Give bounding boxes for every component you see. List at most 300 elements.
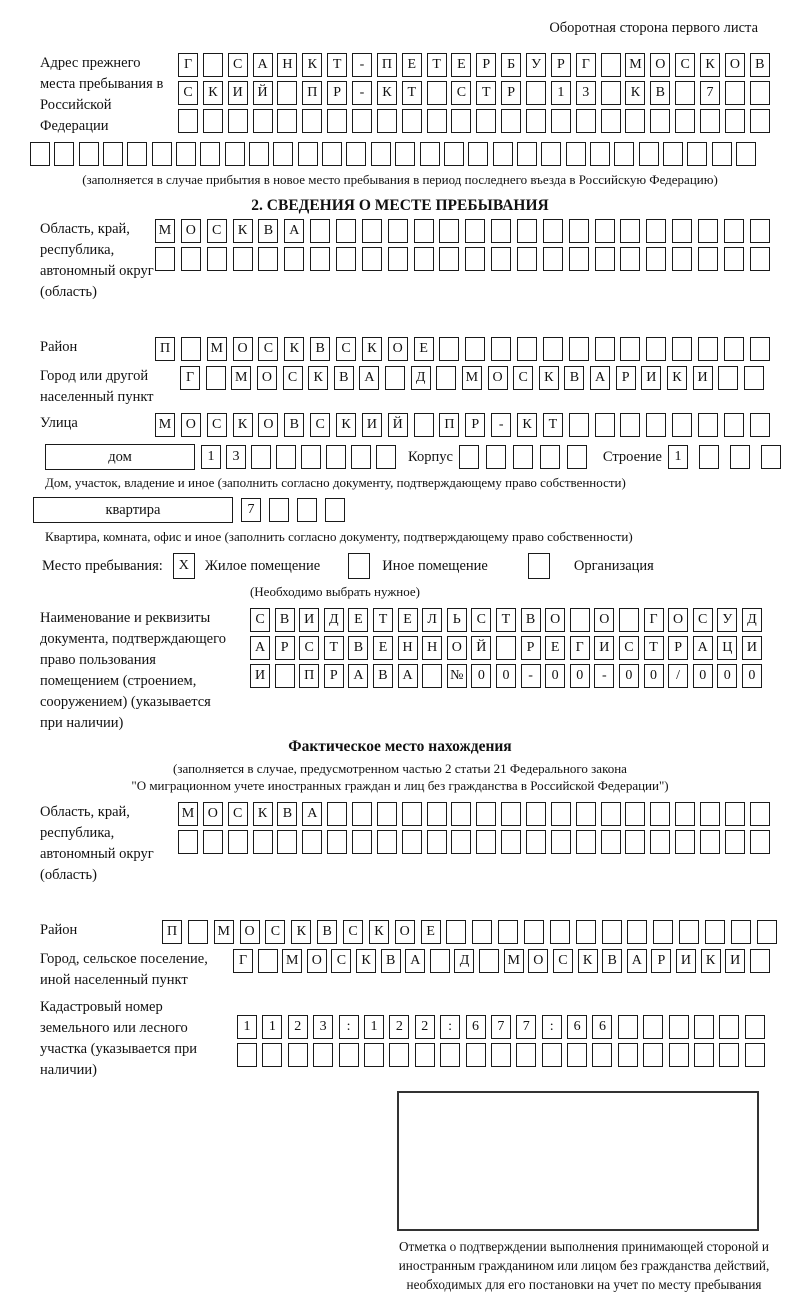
char-box[interactable]: С [336,337,356,361]
char-box[interactable]: С [207,413,227,437]
char-box[interactable]: О [240,920,260,944]
char-box[interactable] [436,366,456,390]
char-box[interactable]: К [700,53,720,77]
char-box[interactable]: И [742,636,762,660]
char-box[interactable] [377,802,397,826]
char-box[interactable] [513,445,533,469]
char-box[interactable] [576,830,596,854]
char-box[interactable]: - [491,413,511,437]
char-box[interactable]: А [284,219,304,243]
char-box[interactable] [326,445,346,469]
char-box[interactable] [541,142,561,166]
char-box[interactable] [643,1015,663,1039]
char-box[interactable]: Р [465,413,485,437]
char-box[interactable]: 7 [516,1015,536,1039]
char-box[interactable]: Е [414,337,434,361]
char-box[interactable] [476,830,496,854]
char-box[interactable]: П [299,664,319,688]
char-box[interactable] [439,219,459,243]
char-box[interactable]: О [545,608,565,632]
char-box[interactable]: 0 [545,664,565,688]
char-box[interactable] [757,920,777,944]
char-box[interactable] [176,142,196,166]
char-box[interactable] [590,142,610,166]
char-box[interactable] [646,219,666,243]
char-box[interactable] [718,366,738,390]
char-box[interactable]: П [155,337,175,361]
char-box[interactable] [725,109,745,133]
char-box[interactable] [496,636,516,660]
char-box[interactable] [253,830,273,854]
char-box[interactable] [601,109,621,133]
char-box[interactable]: О [388,337,408,361]
char-box[interactable] [402,109,422,133]
char-box[interactable] [750,802,770,826]
char-box[interactable] [750,81,770,105]
char-box[interactable]: С [675,53,695,77]
char-box[interactable] [269,498,289,522]
char-box[interactable]: С [283,366,303,390]
char-box[interactable] [385,366,405,390]
char-box[interactable] [371,142,391,166]
char-box[interactable] [620,337,640,361]
char-box[interactable] [284,247,304,271]
char-box[interactable] [439,337,459,361]
char-box[interactable] [750,219,770,243]
char-box[interactable]: : [440,1015,460,1039]
char-box[interactable]: 0 [742,664,762,688]
char-box[interactable] [178,830,198,854]
char-box[interactable] [181,247,201,271]
checkbox-residential[interactable]: X [173,553,195,579]
char-box[interactable] [526,830,546,854]
char-box[interactable] [276,445,296,469]
char-box[interactable] [402,802,422,826]
char-box[interactable] [700,802,720,826]
char-box[interactable]: В [258,219,278,243]
char-box[interactable] [700,830,720,854]
char-box[interactable]: Ц [717,636,737,660]
char-box[interactable] [679,920,699,944]
char-box[interactable] [646,337,666,361]
char-box[interactable]: С [178,81,198,105]
char-box[interactable]: В [334,366,354,390]
char-box[interactable]: Е [348,608,368,632]
char-box[interactable] [643,1043,663,1067]
char-box[interactable] [364,1043,384,1067]
char-box[interactable] [543,337,563,361]
char-box[interactable] [225,142,245,166]
char-box[interactable] [501,830,521,854]
char-box[interactable]: - [352,81,372,105]
char-box[interactable] [486,445,506,469]
char-box[interactable]: Р [651,949,671,973]
char-box[interactable] [200,142,220,166]
char-box[interactable]: 7 [241,498,261,522]
char-box[interactable] [181,337,201,361]
char-box[interactable]: К [369,920,389,944]
char-box[interactable] [705,920,725,944]
char-box[interactable]: К [667,366,687,390]
char-box[interactable] [516,1043,536,1067]
char-box[interactable]: М [462,366,482,390]
char-box[interactable]: Н [422,636,442,660]
char-box[interactable]: В [602,949,622,973]
char-box[interactable] [595,337,615,361]
char-box[interactable] [491,337,511,361]
char-box[interactable]: В [521,608,541,632]
char-box[interactable] [620,413,640,437]
char-box[interactable]: А [253,53,273,77]
char-box[interactable] [517,247,537,271]
char-box[interactable]: - [594,664,614,688]
char-box[interactable] [253,109,273,133]
checkbox-other-premises[interactable] [348,553,370,579]
char-box[interactable] [620,247,640,271]
char-box[interactable] [725,830,745,854]
char-box[interactable] [178,109,198,133]
char-box[interactable] [277,830,297,854]
char-box[interactable] [602,920,622,944]
char-box[interactable]: К [539,366,559,390]
char-box[interactable] [619,608,639,632]
char-box[interactable]: К [625,81,645,105]
char-box[interactable]: М [214,920,234,944]
char-box[interactable] [388,219,408,243]
char-box[interactable] [472,920,492,944]
char-box[interactable] [698,219,718,243]
char-box[interactable] [650,109,670,133]
char-box[interactable]: 6 [592,1015,612,1039]
char-box[interactable] [719,1043,739,1067]
char-box[interactable]: О [257,366,277,390]
char-box[interactable] [233,247,253,271]
char-box[interactable] [620,219,640,243]
char-box[interactable] [700,109,720,133]
char-box[interactable] [614,142,634,166]
char-box[interactable]: Г [644,608,664,632]
char-box[interactable]: С [250,608,270,632]
char-box[interactable] [346,142,366,166]
char-box[interactable]: 0 [693,664,713,688]
char-box[interactable]: В [275,608,295,632]
char-box[interactable] [675,802,695,826]
char-box[interactable] [698,247,718,271]
char-box[interactable]: 3 [313,1015,333,1039]
char-box[interactable]: С [693,608,713,632]
char-box[interactable]: О [181,413,201,437]
char-box[interactable] [675,81,695,105]
char-box[interactable]: / [668,664,688,688]
char-box[interactable]: 1 [364,1015,384,1039]
char-box[interactable] [468,142,488,166]
char-box[interactable]: 0 [570,664,590,688]
char-box[interactable]: К [336,413,356,437]
char-box[interactable]: И [641,366,661,390]
char-box[interactable] [618,1043,638,1067]
char-box[interactable] [724,337,744,361]
char-box[interactable]: К [308,366,328,390]
char-box[interactable] [206,366,226,390]
char-box[interactable] [687,142,707,166]
char-box[interactable] [542,1043,562,1067]
char-box[interactable]: - [352,53,372,77]
char-box[interactable]: Н [277,53,297,77]
char-box[interactable] [427,109,447,133]
char-box[interactable]: Т [496,608,516,632]
char-box[interactable]: : [339,1015,359,1039]
char-box[interactable]: П [302,81,322,105]
char-box[interactable] [569,219,589,243]
char-box[interactable] [592,1043,612,1067]
char-box[interactable]: Г [576,53,596,77]
char-box[interactable] [719,1015,739,1039]
char-box[interactable] [414,247,434,271]
char-box[interactable] [327,109,347,133]
char-box[interactable] [663,142,683,166]
char-box[interactable]: О [447,636,467,660]
char-box[interactable]: 2 [389,1015,409,1039]
char-box[interactable] [540,445,560,469]
char-box[interactable] [745,1043,765,1067]
char-box[interactable] [699,445,719,469]
char-box[interactable]: Р [521,636,541,660]
char-box[interactable] [377,830,397,854]
char-box[interactable] [750,830,770,854]
char-box[interactable] [228,830,248,854]
char-box[interactable] [601,81,621,105]
char-box[interactable] [414,219,434,243]
char-box[interactable]: С [331,949,351,973]
char-box[interactable]: Н [398,636,418,660]
char-box[interactable] [439,247,459,271]
char-box[interactable] [479,949,499,973]
char-box[interactable]: 0 [471,664,491,688]
char-box[interactable] [389,1043,409,1067]
char-box[interactable]: С [451,81,471,105]
char-box[interactable]: В [381,949,401,973]
char-box[interactable] [465,219,485,243]
char-box[interactable]: С [299,636,319,660]
char-box[interactable]: Е [398,608,418,632]
char-box[interactable] [694,1043,714,1067]
char-box[interactable] [451,830,471,854]
char-box[interactable]: Р [275,636,295,660]
char-box[interactable]: Т [373,608,393,632]
char-box[interactable] [336,247,356,271]
char-box[interactable]: 7 [700,81,720,105]
char-box[interactable] [569,247,589,271]
char-box[interactable] [744,366,764,390]
char-box[interactable] [551,830,571,854]
char-box[interactable]: Й [471,636,491,660]
char-box[interactable] [427,830,447,854]
char-box[interactable]: Д [454,949,474,973]
char-box[interactable]: 0 [644,664,664,688]
char-box[interactable]: О [488,366,508,390]
char-box[interactable] [493,142,513,166]
char-box[interactable]: Г [570,636,590,660]
char-box[interactable] [376,445,396,469]
char-box[interactable] [650,830,670,854]
char-box[interactable] [325,498,345,522]
char-box[interactable]: Е [373,636,393,660]
char-box[interactable]: Т [327,53,347,77]
char-box[interactable] [567,445,587,469]
char-box[interactable] [551,109,571,133]
char-box[interactable] [207,247,227,271]
char-box[interactable] [297,498,317,522]
char-box[interactable] [672,337,692,361]
char-box[interactable] [526,802,546,826]
char-box[interactable]: № [447,664,467,688]
char-box[interactable]: П [439,413,459,437]
char-box[interactable]: И [725,949,745,973]
char-box[interactable]: К [233,219,253,243]
char-box[interactable]: Р [501,81,521,105]
char-box[interactable]: К [578,949,598,973]
char-box[interactable] [639,142,659,166]
char-box[interactable] [351,445,371,469]
char-box[interactable] [302,109,322,133]
char-box[interactable] [288,1043,308,1067]
char-box[interactable] [339,1043,359,1067]
char-box[interactable]: 3 [226,445,246,469]
char-box[interactable]: А [405,949,425,973]
char-box[interactable]: Е [402,53,422,77]
char-box[interactable] [517,142,537,166]
char-box[interactable] [491,247,511,271]
char-box[interactable]: Т [476,81,496,105]
char-box[interactable]: А [627,949,647,973]
char-box[interactable]: И [594,636,614,660]
char-box[interactable] [395,142,415,166]
char-box[interactable] [551,802,571,826]
char-box[interactable] [725,81,745,105]
char-box[interactable] [466,1043,486,1067]
char-box[interactable]: О [233,337,253,361]
char-box[interactable] [625,830,645,854]
char-box[interactable]: Т [543,413,563,437]
char-box[interactable]: С [343,920,363,944]
char-box[interactable]: У [717,608,737,632]
char-box[interactable] [203,53,223,77]
char-box[interactable] [669,1015,689,1039]
char-box[interactable] [258,949,278,973]
char-box[interactable]: С [553,949,573,973]
char-box[interactable]: О [258,413,278,437]
char-box[interactable] [440,1043,460,1067]
char-box[interactable] [524,920,544,944]
char-box[interactable] [273,142,293,166]
char-box[interactable]: С [619,636,639,660]
char-box[interactable]: И [693,366,713,390]
char-box[interactable]: Г [233,949,253,973]
char-box[interactable]: Т [644,636,664,660]
char-box[interactable]: У [526,53,546,77]
char-box[interactable] [430,949,450,973]
char-box[interactable]: : [542,1015,562,1039]
char-box[interactable]: А [250,636,270,660]
char-box[interactable] [650,802,670,826]
char-box[interactable] [327,830,347,854]
char-box[interactable] [601,802,621,826]
char-box[interactable]: 1 [237,1015,257,1039]
char-box[interactable] [79,142,99,166]
char-box[interactable]: Т [402,81,422,105]
checkbox-organization[interactable] [528,553,550,579]
char-box[interactable] [672,413,692,437]
char-box[interactable]: М [155,413,175,437]
char-box[interactable] [30,142,50,166]
char-box[interactable]: С [228,802,248,826]
char-box[interactable]: В [348,636,368,660]
char-box[interactable] [444,142,464,166]
char-box[interactable] [451,109,471,133]
char-box[interactable] [601,53,621,77]
char-box[interactable] [152,142,172,166]
char-box[interactable]: А [590,366,610,390]
char-box[interactable] [414,413,434,437]
char-box[interactable] [669,1043,689,1067]
char-box[interactable]: М [207,337,227,361]
char-box[interactable] [310,247,330,271]
char-box[interactable] [422,664,442,688]
char-box[interactable]: К [701,949,721,973]
char-box[interactable] [543,247,563,271]
char-box[interactable] [567,1043,587,1067]
char-box[interactable] [576,109,596,133]
char-box[interactable] [569,337,589,361]
char-box[interactable] [498,920,518,944]
char-box[interactable] [427,81,447,105]
char-box[interactable] [127,142,147,166]
char-box[interactable]: О [528,949,548,973]
char-box[interactable] [672,219,692,243]
char-box[interactable]: В [284,413,304,437]
char-box[interactable] [313,1043,333,1067]
char-box[interactable] [517,337,537,361]
char-box[interactable]: А [348,664,368,688]
char-box[interactable]: Г [178,53,198,77]
char-box[interactable] [203,830,223,854]
char-box[interactable] [569,413,589,437]
char-box[interactable]: Л [422,608,442,632]
char-box[interactable]: С [513,366,533,390]
char-box[interactable] [675,109,695,133]
char-box[interactable]: А [693,636,713,660]
char-box[interactable] [465,247,485,271]
char-box[interactable] [277,81,297,105]
char-box[interactable]: К [517,413,537,437]
char-box[interactable]: Й [253,81,273,105]
char-box[interactable]: Т [427,53,447,77]
char-box[interactable]: Й [388,413,408,437]
char-box[interactable] [188,920,208,944]
char-box[interactable]: Е [545,636,565,660]
char-box[interactable] [237,1043,257,1067]
char-box[interactable] [465,337,485,361]
char-box[interactable] [745,1015,765,1039]
char-box[interactable]: М [155,219,175,243]
char-box[interactable]: О [395,920,415,944]
char-box[interactable]: 3 [576,81,596,105]
char-box[interactable]: А [302,802,322,826]
char-box[interactable] [302,830,322,854]
char-box[interactable] [362,219,382,243]
char-box[interactable]: Б [501,53,521,77]
char-box[interactable]: К [203,81,223,105]
